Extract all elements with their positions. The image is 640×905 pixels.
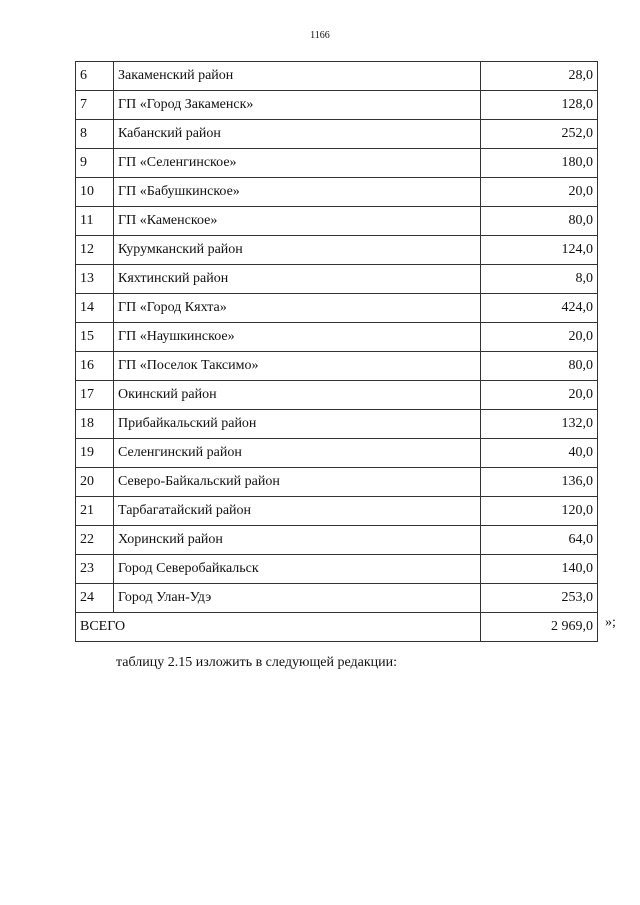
row-name: Закаменский район [114, 62, 481, 91]
table-row [76, 265, 598, 294]
table-row [76, 555, 598, 584]
row-value: 64,0 [481, 526, 598, 555]
row-name: ГП «Город Закаменск» [114, 91, 481, 120]
row-number: 19 [76, 439, 114, 468]
row-value: 20,0 [481, 178, 598, 207]
row-name: Северо-Байкальский район [114, 468, 481, 497]
row-name: ГП «Селенгинское» [114, 149, 481, 178]
row-value: 20,0 [481, 323, 598, 352]
row-value: 28,0 [481, 62, 598, 91]
table-row [76, 207, 598, 236]
table-row [76, 62, 598, 91]
row-name: ГП «Бабушкинское» [114, 178, 481, 207]
table-row [76, 526, 598, 555]
table-row [76, 410, 598, 439]
row-number: 20 [76, 468, 114, 497]
row-name: Кабанский район [114, 120, 481, 149]
row-name: ГП «Каменское» [114, 207, 481, 236]
row-number: 11 [76, 207, 114, 236]
row-name: Город Улан-Удэ [114, 584, 481, 613]
row-number: 21 [76, 497, 114, 526]
row-name: Город Северобайкальск [114, 555, 481, 584]
row-value: 132,0 [481, 410, 598, 439]
table-row [76, 149, 598, 178]
table-row [76, 178, 598, 207]
row-value: 180,0 [481, 149, 598, 178]
total-label: ВСЕГО [76, 613, 481, 642]
row-name: ГП «Наушкинское» [114, 323, 481, 352]
row-value: 252,0 [481, 120, 598, 149]
row-number: 23 [76, 555, 114, 584]
total-value: 2 969,0 [481, 613, 598, 642]
row-name: Кяхтинский район [114, 265, 481, 294]
row-name: ГП «Поселок Таксимо» [114, 352, 481, 381]
row-value: 80,0 [481, 207, 598, 236]
row-value: 80,0 [481, 352, 598, 381]
row-number: 17 [76, 381, 114, 410]
row-value: 128,0 [481, 91, 598, 120]
row-name: ГП «Город Кяхта» [114, 294, 481, 323]
row-number: 16 [76, 352, 114, 381]
row-number: 10 [76, 178, 114, 207]
row-number: 13 [76, 265, 114, 294]
row-number: 12 [76, 236, 114, 265]
table-row [76, 439, 598, 468]
row-value: 40,0 [481, 439, 598, 468]
table-row [76, 381, 598, 410]
row-name: Селенгинский район [114, 439, 481, 468]
table-row [76, 323, 598, 352]
row-number: 24 [76, 584, 114, 613]
row-name: Хоринский район [114, 526, 481, 555]
table-row [76, 236, 598, 265]
page-number: 1166 [310, 30, 330, 41]
table-row [76, 584, 598, 613]
table-body [76, 62, 598, 642]
row-value: 424,0 [481, 294, 598, 323]
row-value: 253,0 [481, 584, 598, 613]
row-value: 20,0 [481, 381, 598, 410]
data-table [75, 61, 598, 642]
row-value: 120,0 [481, 497, 598, 526]
row-name: Тарбагатайский район [114, 497, 481, 526]
table-row-total [76, 613, 598, 642]
table-row [76, 468, 598, 497]
row-number: 22 [76, 526, 114, 555]
table-row [76, 120, 598, 149]
table-row [76, 91, 598, 120]
row-number: 9 [76, 149, 114, 178]
row-number: 6 [76, 62, 114, 91]
row-number: 8 [76, 120, 114, 149]
row-name: Окинский район [114, 381, 481, 410]
table-row [76, 497, 598, 526]
row-number: 7 [76, 91, 114, 120]
table-row [76, 294, 598, 323]
row-number: 18 [76, 410, 114, 439]
row-value: 124,0 [481, 236, 598, 265]
row-number: 15 [76, 323, 114, 352]
row-name: Курумканский район [114, 236, 481, 265]
row-value: 140,0 [481, 555, 598, 584]
table-row [76, 352, 598, 381]
table-closing-quote: »; [605, 615, 616, 630]
row-value: 136,0 [481, 468, 598, 497]
row-name: Прибайкальский район [114, 410, 481, 439]
row-value: 8,0 [481, 265, 598, 294]
instruction-text: таблицу 2.15 изложить в следующей редакции: [116, 655, 398, 670]
row-number: 14 [76, 294, 114, 323]
